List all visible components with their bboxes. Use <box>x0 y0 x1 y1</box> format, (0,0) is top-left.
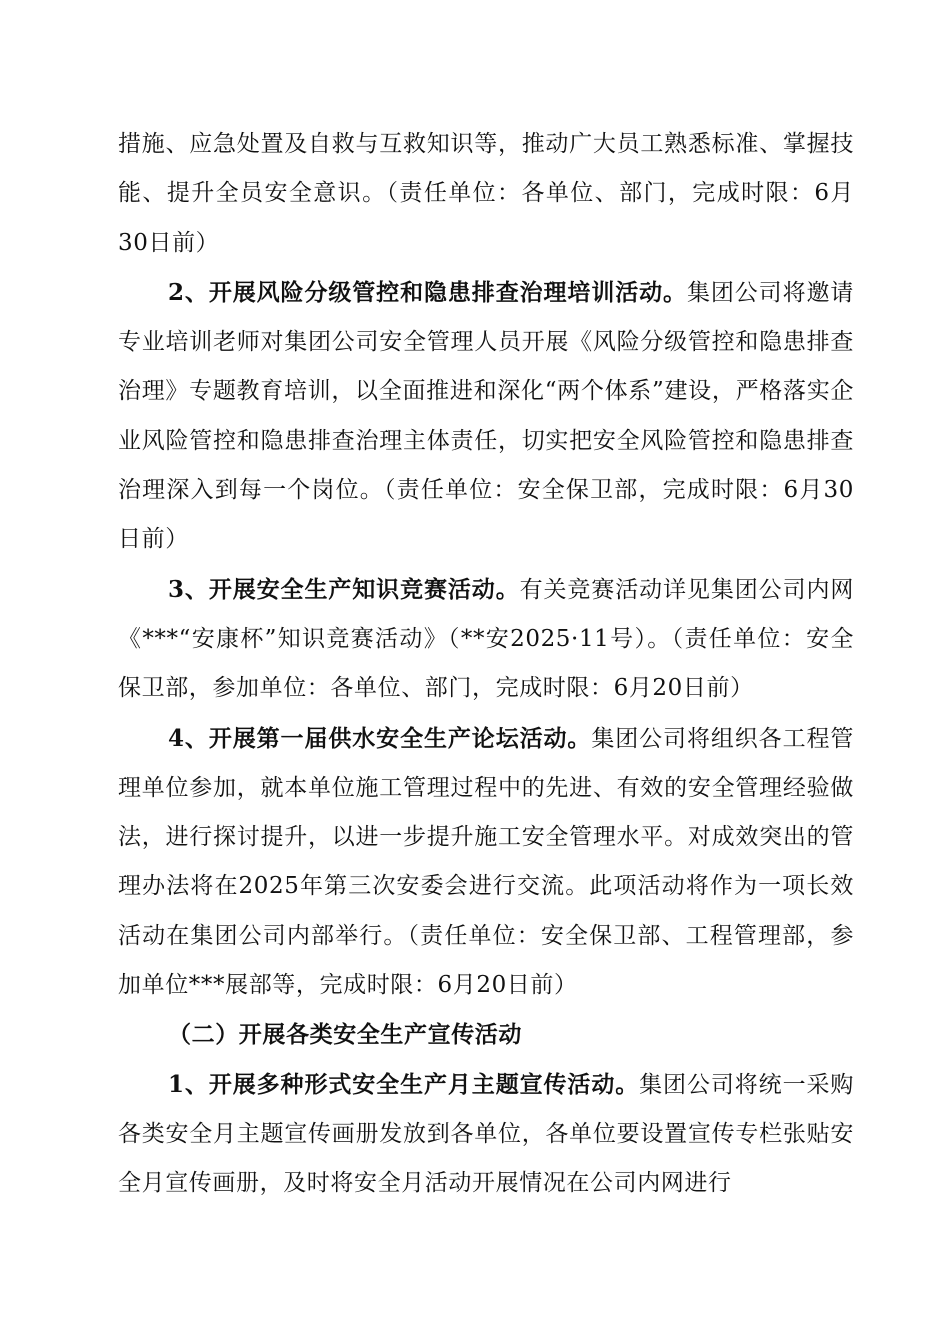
paragraph-knowledge-contest <box>118 565 854 714</box>
paragraph-text: 集团公司将组织各工程管理单位参加，就本单位施工管理过程中的先进、有效的安全管理经验做法，进行探讨提升，以进一步提升施工安全管理水平。对成效突出的管理办法将在2025年第三次安委会进行交流。此项活动将作为一项长效活动在集团公司内部举行。（责任单位：安全保卫部、工程管理部，参加单位***展部等，完成时限：6月20日前） <box>118 725 854 999</box>
paragraph-continuation <box>118 120 854 268</box>
paragraph-text: 集团公司将统一采购各类安全月主题宣传画册发放到各单位，各单位要设置宣传专栏张贴安全月宣传画册，及时将安全月活动开展情况在公司内网进行 <box>118 1071 854 1197</box>
paragraph-text: 集团公司将邀请专业培训老师对集团公司安全管理人员开展《风险分级管控和隐患排查治理》专题教育培训，以全面推进和深化“两个体系”建设，严格落实企业风险管控和隐患排查治理主体责任，切实把安全风险管控和隐患排查治理深入到每一个岗位。（责任单位：安全保卫部，完成时限：6月30日前） <box>118 279 854 553</box>
document-page <box>118 120 854 1209</box>
paragraph-publicity <box>118 1060 854 1209</box>
paragraph-risk-training <box>118 268 854 565</box>
paragraph-heading: 1、开展多种形式安全生产月主题宣传活动。 <box>168 1070 640 1098</box>
paragraph-text: 措施、应急处置及自救与互救知识等，推动广大员工熟悉标准、掌握技能、提升全员安全意识。（责任单位：各单位、部门，完成时限：6月30日前） <box>118 131 854 256</box>
paragraph-heading: 4、开展第一届供水安全生产论坛活动。 <box>168 724 592 752</box>
paragraph-text: 有关竞赛活动详见集团公司内网《***“安康杯”知识竞赛活动》（**安2025·11号）。（责任单位：安全保卫部，参加单位：各单位、部门，完成时限：6月20日前） <box>118 576 854 702</box>
paragraph-heading: 3、开展安全生产知识竞赛活动。 <box>168 575 520 603</box>
paragraph-safety-forum <box>118 714 854 1011</box>
section-heading: （二）开展各类安全生产宣传活动 <box>168 1021 522 1049</box>
paragraph-heading: 2、开展风险分级管控和隐患排查治理培训活动。 <box>168 278 687 306</box>
